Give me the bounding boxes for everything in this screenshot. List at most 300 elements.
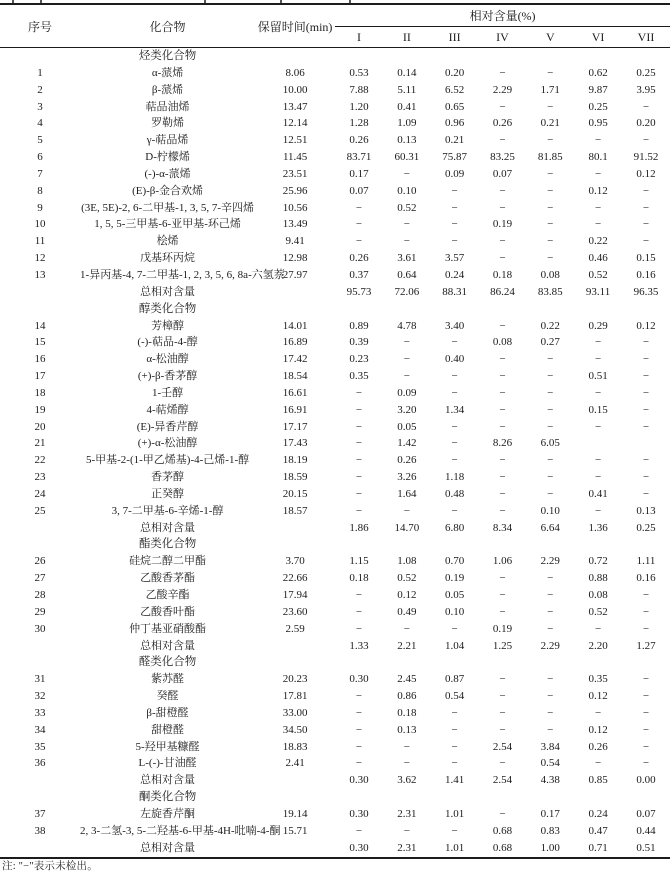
value-cell-4: −: [499, 673, 506, 686]
rt-cell: [255, 840, 335, 858]
compound-row: [0, 183, 670, 200]
sample-column-header-1: I: [335, 27, 383, 48]
value-cell-2: 2.45: [397, 673, 417, 686]
group-header-row: [0, 48, 670, 65]
value-cell-5: 2.29: [540, 639, 560, 652]
value-cell-6: 0.46: [588, 252, 608, 265]
value-cell-6: −: [594, 353, 602, 366]
value-cell-6: −: [594, 622, 602, 635]
value-cell-4: 8.34: [492, 521, 513, 534]
value-cell-3: −: [451, 218, 458, 231]
no-cell: [0, 638, 80, 655]
rt-cell: [255, 284, 335, 301]
no-cell: [0, 536, 80, 553]
value-cell-1: −: [355, 487, 363, 500]
header-relative-content: 相对含量(%): [335, 4, 670, 27]
group-header-row: [0, 789, 670, 806]
value-cell-3: −: [451, 336, 458, 349]
sample-column-header-7: VII: [622, 27, 670, 48]
value-cell-5: −: [547, 353, 554, 366]
value-cell-7: −: [642, 605, 650, 618]
value-cell-3: 6.52: [445, 83, 465, 96]
value-cell-1: [335, 789, 383, 806]
value-cell-2: [383, 789, 431, 806]
no-cell: 13: [34, 268, 46, 281]
compound-cell: β-蒎烯: [151, 83, 184, 96]
no-cell: 2: [37, 83, 43, 96]
value-cell-4: 0.68: [492, 841, 513, 854]
rt-cell: 14.01: [282, 319, 308, 332]
value-cell-5: [526, 48, 574, 65]
value-cell-1: 0.26: [349, 134, 369, 147]
value-cell-4: 0.19: [492, 218, 513, 231]
rt-cell: [255, 638, 335, 655]
no-cell: 7: [37, 167, 43, 180]
value-cell-2: 72.06: [394, 285, 420, 298]
sample-column-header-5: V: [526, 27, 574, 48]
compound-cell: 紫苏醛: [151, 673, 185, 686]
value-cell-1: 0.37: [349, 268, 369, 281]
no-cell: 36: [34, 757, 46, 770]
value-cell-6: −: [594, 454, 602, 467]
value-cell-6: −: [594, 167, 602, 180]
value-cell-6: 0.29: [588, 319, 608, 332]
value-cell-1: −: [355, 706, 363, 719]
compound-cell: 5-甲基-2-(1-甲乙烯基)-4-己烯-1-醇: [85, 454, 250, 467]
value-cell-3: −: [451, 386, 458, 399]
compound-row: [0, 722, 670, 739]
value-cell-3: 3.57: [445, 252, 465, 265]
compound-cell: 总相对含量: [140, 639, 196, 652]
compound-cell: 戊基环丙烷: [140, 252, 196, 265]
value-cell-7: −: [642, 757, 650, 770]
value-cell-2: 0.18: [397, 706, 417, 719]
rt-cell: 23.60: [282, 605, 308, 618]
compound-row: [0, 318, 670, 335]
value-cell-7: −: [642, 420, 650, 433]
value-cell-3: 1.18: [445, 471, 465, 484]
rt-cell: 16.61: [282, 386, 308, 399]
value-cell-4: [479, 654, 527, 671]
rt-cell: 16.89: [282, 336, 308, 349]
value-cell-4: −: [499, 723, 506, 736]
value-cell-5: −: [547, 605, 554, 618]
value-cell-4: −: [499, 319, 506, 332]
rt-cell: [255, 520, 335, 537]
no-cell: 14: [34, 319, 46, 332]
value-cell-7: 0.25: [636, 521, 656, 534]
compound-row: [0, 200, 670, 217]
group-header-row: [0, 654, 670, 671]
value-cell-7: 0.51: [636, 841, 656, 854]
value-cell-3: 0.40: [445, 353, 465, 366]
value-cell-4: −: [499, 134, 506, 147]
sample-column-header-6: VI: [574, 27, 622, 48]
value-cell-2: 1.08: [397, 555, 417, 568]
value-cell-1: 1.20: [349, 100, 369, 113]
value-cell-1: −: [355, 420, 363, 433]
value-cell-7: −: [642, 454, 650, 467]
value-cell-7: 0.12: [636, 319, 656, 332]
value-cell-2: 0.52: [397, 201, 417, 214]
value-cell-3: 0.20: [445, 66, 465, 79]
value-cell-7: −: [642, 740, 650, 753]
no-cell: 32: [34, 690, 46, 703]
value-cell-2: −: [403, 336, 410, 349]
value-cell-7: 0.07: [636, 807, 656, 820]
no-cell: 11: [34, 235, 46, 248]
no-cell: 21: [34, 437, 46, 450]
compound-cell: γ-萜品烯: [146, 134, 189, 147]
value-cell-3: 1.01: [445, 807, 465, 820]
compound-row: [0, 99, 670, 116]
value-cell-6: 2.20: [588, 639, 608, 652]
value-cell-5: −: [547, 201, 554, 214]
value-cell-1: [335, 536, 383, 553]
value-cell-7: −: [642, 336, 650, 349]
compound-row: [0, 351, 670, 368]
value-cell-2: [383, 301, 431, 318]
value-cell-5: [526, 654, 574, 671]
value-cell-7: 0.44: [636, 824, 656, 837]
value-cell-6: 0.52: [588, 605, 608, 618]
compound-cell: 癸醛: [156, 690, 179, 703]
compound-row: [0, 486, 670, 503]
value-cell-5: 0.27: [540, 336, 560, 349]
value-cell-2: 2.21: [397, 639, 417, 652]
value-cell-5: 83.85: [537, 285, 563, 298]
value-cell-6: −: [594, 201, 602, 214]
value-cell-6: 0.12: [588, 690, 608, 703]
value-cell-1: 0.30: [349, 673, 369, 686]
compound-row: [0, 149, 670, 166]
value-cell-5: [526, 536, 574, 553]
value-cell-5: 81.85: [537, 151, 563, 164]
value-cell-6: −: [594, 504, 602, 517]
compound-row: [0, 419, 670, 436]
value-cell-2: 3.20: [397, 403, 417, 416]
value-cell-6: 0.72: [588, 555, 608, 568]
value-cell-4: [479, 536, 527, 553]
value-cell-4: [479, 48, 527, 65]
subtotal-row: [0, 638, 670, 655]
rt-cell: 3.70: [285, 555, 305, 568]
value-cell-3: −: [451, 824, 458, 837]
value-cell-2: −: [403, 167, 410, 180]
value-cell-7: 96.35: [633, 285, 659, 298]
rt-cell: 8.06: [285, 66, 305, 79]
value-cell-3: −: [451, 723, 458, 736]
value-cell-2: 0.10: [397, 184, 417, 197]
value-cell-4: 1.25: [492, 639, 513, 652]
compound-row: [0, 267, 670, 284]
no-cell: 9: [37, 201, 43, 214]
value-cell-5: 6.05: [540, 437, 560, 450]
compound-cell: 硅烷二醇二甲酯: [129, 555, 207, 568]
value-cell-4: −: [499, 100, 506, 113]
value-cell-3: [431, 48, 479, 65]
rt-cell: 19.14: [282, 807, 308, 820]
no-cell: 20: [34, 420, 46, 433]
value-cell-7: [622, 789, 670, 806]
value-cell-3: −: [451, 757, 458, 770]
value-cell-2: [383, 654, 431, 671]
value-cell-1: −: [355, 437, 363, 450]
value-cell-1: 0.35: [349, 370, 369, 383]
value-cell-7: [622, 48, 670, 65]
compound-row: [0, 739, 670, 756]
value-cell-2: −: [403, 235, 410, 248]
rt-cell: 15.71: [282, 824, 308, 837]
value-cell-5: [526, 301, 574, 318]
rt-cell: 10.00: [282, 83, 308, 96]
value-cell-4: [479, 789, 527, 806]
value-cell-5: 0.21: [540, 117, 560, 130]
value-cell-1: −: [355, 403, 363, 416]
value-cell-4: −: [499, 184, 506, 197]
value-cell-5: −: [547, 370, 554, 383]
value-cell-6: 0.47: [588, 824, 608, 837]
value-cell-2: 3.61: [397, 252, 417, 265]
rt-cell: 13.47: [282, 100, 308, 113]
value-cell-1: 0.53: [349, 66, 369, 79]
value-cell-6: 0.62: [588, 66, 608, 79]
compound-cell: 罗勒烯: [151, 117, 185, 130]
value-cell-2: 0.13: [397, 134, 417, 147]
value-cell-3: [431, 301, 479, 318]
rt-cell: 23.51: [282, 167, 308, 180]
value-cell-1: 7.88: [349, 83, 369, 96]
value-cell-7: 0.16: [636, 268, 656, 281]
compound-cell: 左旋香芹酮: [140, 807, 196, 820]
no-cell: [0, 772, 80, 789]
rt-cell: 17.42: [282, 353, 308, 366]
value-cell-3: 1.04: [445, 639, 465, 652]
value-cell-4: −: [499, 504, 506, 517]
value-cell-7: 91.52: [633, 151, 659, 164]
rt-cell: 18.59: [282, 471, 308, 484]
value-cell-7: 0.12: [636, 167, 656, 180]
compound-cell: (E)-异香芹醇: [136, 420, 199, 433]
compound-row: [0, 402, 670, 419]
no-cell: 5: [37, 134, 43, 147]
rt-cell: 18.83: [282, 740, 308, 753]
value-cell-2: 1.64: [397, 487, 417, 500]
compound-cell: α-蒎烯: [151, 66, 184, 79]
compound-cell: 芳樟醇: [151, 319, 185, 332]
value-cell-7: −: [642, 622, 650, 635]
value-cell-5: −: [547, 218, 554, 231]
compound-cell: 正癸醇: [151, 487, 185, 500]
value-cell-1: −: [355, 235, 363, 248]
value-cell-6: [574, 789, 622, 806]
group-header-row: [0, 301, 670, 318]
value-cell-3: 1.41: [445, 774, 465, 787]
value-cell-4: −: [499, 690, 506, 703]
rt-cell: 11.45: [282, 151, 308, 164]
value-cell-2: −: [403, 622, 410, 635]
value-cell-7: 0.15: [636, 252, 656, 265]
value-cell-7: −: [642, 201, 650, 214]
compound-cell: 酮类化合物: [138, 791, 197, 804]
compound-row: [0, 705, 670, 722]
value-cell-7: −: [642, 723, 650, 736]
value-cell-5: −: [547, 471, 554, 484]
compound-content-table: [0, 3, 670, 859]
value-cell-6: −: [594, 420, 602, 433]
value-cell-6: 0.25: [588, 100, 608, 113]
value-cell-3: 0.10: [445, 605, 465, 618]
value-cell-7: −: [642, 184, 650, 197]
rt-cell: 12.14: [282, 117, 308, 130]
no-cell: 33: [34, 706, 46, 719]
no-cell: 1: [37, 66, 43, 79]
value-cell-2: 1.09: [397, 117, 417, 130]
value-cell-3: 3.40: [445, 319, 465, 332]
compound-row: [0, 452, 670, 469]
value-cell-5: 6.64: [540, 521, 560, 534]
value-cell-2: 0.12: [397, 589, 417, 601]
no-cell: 37: [34, 807, 46, 820]
compound-cell: 桧烯: [156, 235, 179, 248]
compound-cell: 仲丁基亚硝酸酯: [129, 622, 207, 635]
no-cell: 18: [34, 386, 46, 399]
value-cell-4: −: [499, 757, 506, 770]
value-cell-1: −: [355, 504, 363, 517]
value-cell-7: −: [642, 403, 650, 416]
value-cell-6: −: [594, 757, 602, 770]
value-cell-4: 83.25: [490, 151, 515, 164]
compound-row: [0, 604, 670, 621]
value-cell-3: 0.70: [445, 555, 465, 568]
compound-row: [0, 166, 670, 183]
value-cell-6: −: [594, 134, 602, 147]
value-cell-4: 1.06: [492, 555, 513, 568]
value-cell-2: 0.14: [397, 66, 417, 79]
compound-cell: 乙酸香叶酯: [140, 605, 196, 618]
value-cell-5: 3.84: [540, 740, 560, 753]
value-cell-3: 0.21: [445, 134, 465, 147]
header-compound: 化合物: [80, 4, 255, 48]
value-cell-4: −: [499, 235, 506, 248]
compound-cell: 乙酸香茅酯: [140, 572, 196, 585]
value-cell-4: 86.24: [490, 285, 515, 298]
value-cell-5: 1.00: [540, 841, 560, 854]
no-cell: 15: [34, 336, 46, 349]
value-cell-3: 0.05: [445, 589, 465, 601]
value-cell-3: −: [451, 437, 458, 450]
value-cell-7: 0.20: [636, 117, 656, 130]
value-cell-1: 0.39: [349, 336, 369, 349]
rt-cell: 10.56: [282, 201, 308, 214]
no-cell: 29: [34, 605, 46, 618]
value-cell-6: 80.1: [588, 151, 608, 164]
value-cell-5: −: [547, 572, 554, 585]
value-cell-3: 0.65: [445, 100, 465, 113]
value-cell-7: 0.13: [636, 504, 656, 517]
value-cell-1: 0.30: [349, 807, 369, 820]
value-cell-4: −: [499, 807, 506, 820]
value-cell-2: −: [403, 218, 410, 231]
value-cell-1: 1.33: [349, 639, 369, 652]
compound-row: [0, 385, 670, 402]
compound-row: [0, 503, 670, 520]
value-cell-3: −: [451, 504, 458, 517]
value-cell-7: −: [642, 589, 650, 601]
value-cell-4: −: [499, 370, 506, 383]
value-cell-5: −: [547, 589, 554, 601]
value-cell-1: 1.86: [349, 521, 369, 534]
value-cell-1: 0.30: [349, 841, 369, 854]
compound-row: [0, 688, 670, 705]
value-cell-1: −: [355, 589, 363, 601]
value-cell-7: 0.16: [636, 572, 656, 585]
value-cell-2: −: [403, 824, 410, 837]
compound-cell: 香茅醇: [151, 471, 185, 484]
compound-cell: (+)-β-香茅醇: [137, 370, 198, 383]
rt-cell: 18.57: [282, 504, 308, 517]
value-cell-6: 0.35: [588, 673, 608, 686]
value-cell-3: −: [451, 454, 458, 467]
value-cell-7: −: [642, 706, 650, 719]
value-cell-2: [383, 48, 431, 65]
value-cell-6: 0.26: [588, 740, 608, 753]
value-cell-7: −: [642, 471, 650, 484]
compound-row: [0, 823, 670, 840]
value-cell-6: [574, 301, 622, 318]
compound-cell: 4-萜烯醇: [146, 403, 189, 416]
value-cell-2: 2.31: [397, 841, 417, 854]
value-cell-3: 0.24: [445, 268, 465, 281]
value-cell-6: −: [594, 706, 602, 719]
subtotal-row: [0, 840, 670, 858]
value-cell-5: −: [547, 690, 554, 703]
value-cell-7: [622, 654, 670, 671]
value-cell-3: −: [451, 706, 458, 719]
no-cell: 34: [34, 723, 46, 736]
value-cell-7: −: [642, 690, 650, 703]
value-cell-1: [335, 48, 383, 65]
no-cell: 31: [34, 673, 46, 686]
value-cell-4: −: [499, 201, 506, 214]
compound-cell: 1-异丙基-4, 7-二甲基-1, 2, 3, 5, 6, 8a-六氢萘: [80, 268, 285, 281]
value-cell-4: −: [499, 252, 506, 265]
no-cell: 35: [34, 740, 46, 753]
no-cell: [0, 789, 80, 806]
rt-cell: 22.66: [282, 572, 308, 585]
no-cell: 4: [37, 117, 43, 130]
value-cell-7: 0.00: [636, 774, 656, 787]
no-cell: 24: [34, 487, 46, 500]
compound-cell: (+)-α-松油醇: [137, 437, 198, 450]
no-cell: 3: [37, 100, 43, 113]
value-cell-7: −: [642, 673, 650, 686]
no-cell: 38: [34, 824, 46, 837]
value-cell-1: −: [355, 824, 363, 837]
value-cell-1: −: [355, 605, 363, 618]
compound-cell: 乙酸辛酯: [145, 589, 190, 601]
value-cell-6: 0.22: [588, 235, 608, 248]
rt-cell: 17.17: [282, 420, 308, 433]
value-cell-2: 3.62: [397, 774, 417, 787]
value-cell-5: 2.29: [540, 555, 560, 568]
compound-row: [0, 570, 670, 587]
value-cell-2: 3.26: [397, 471, 417, 484]
value-cell-3: −: [451, 235, 458, 248]
sample-column-header-2: II: [383, 27, 431, 48]
no-cell: 25: [34, 504, 46, 517]
no-cell: 8: [37, 184, 43, 197]
